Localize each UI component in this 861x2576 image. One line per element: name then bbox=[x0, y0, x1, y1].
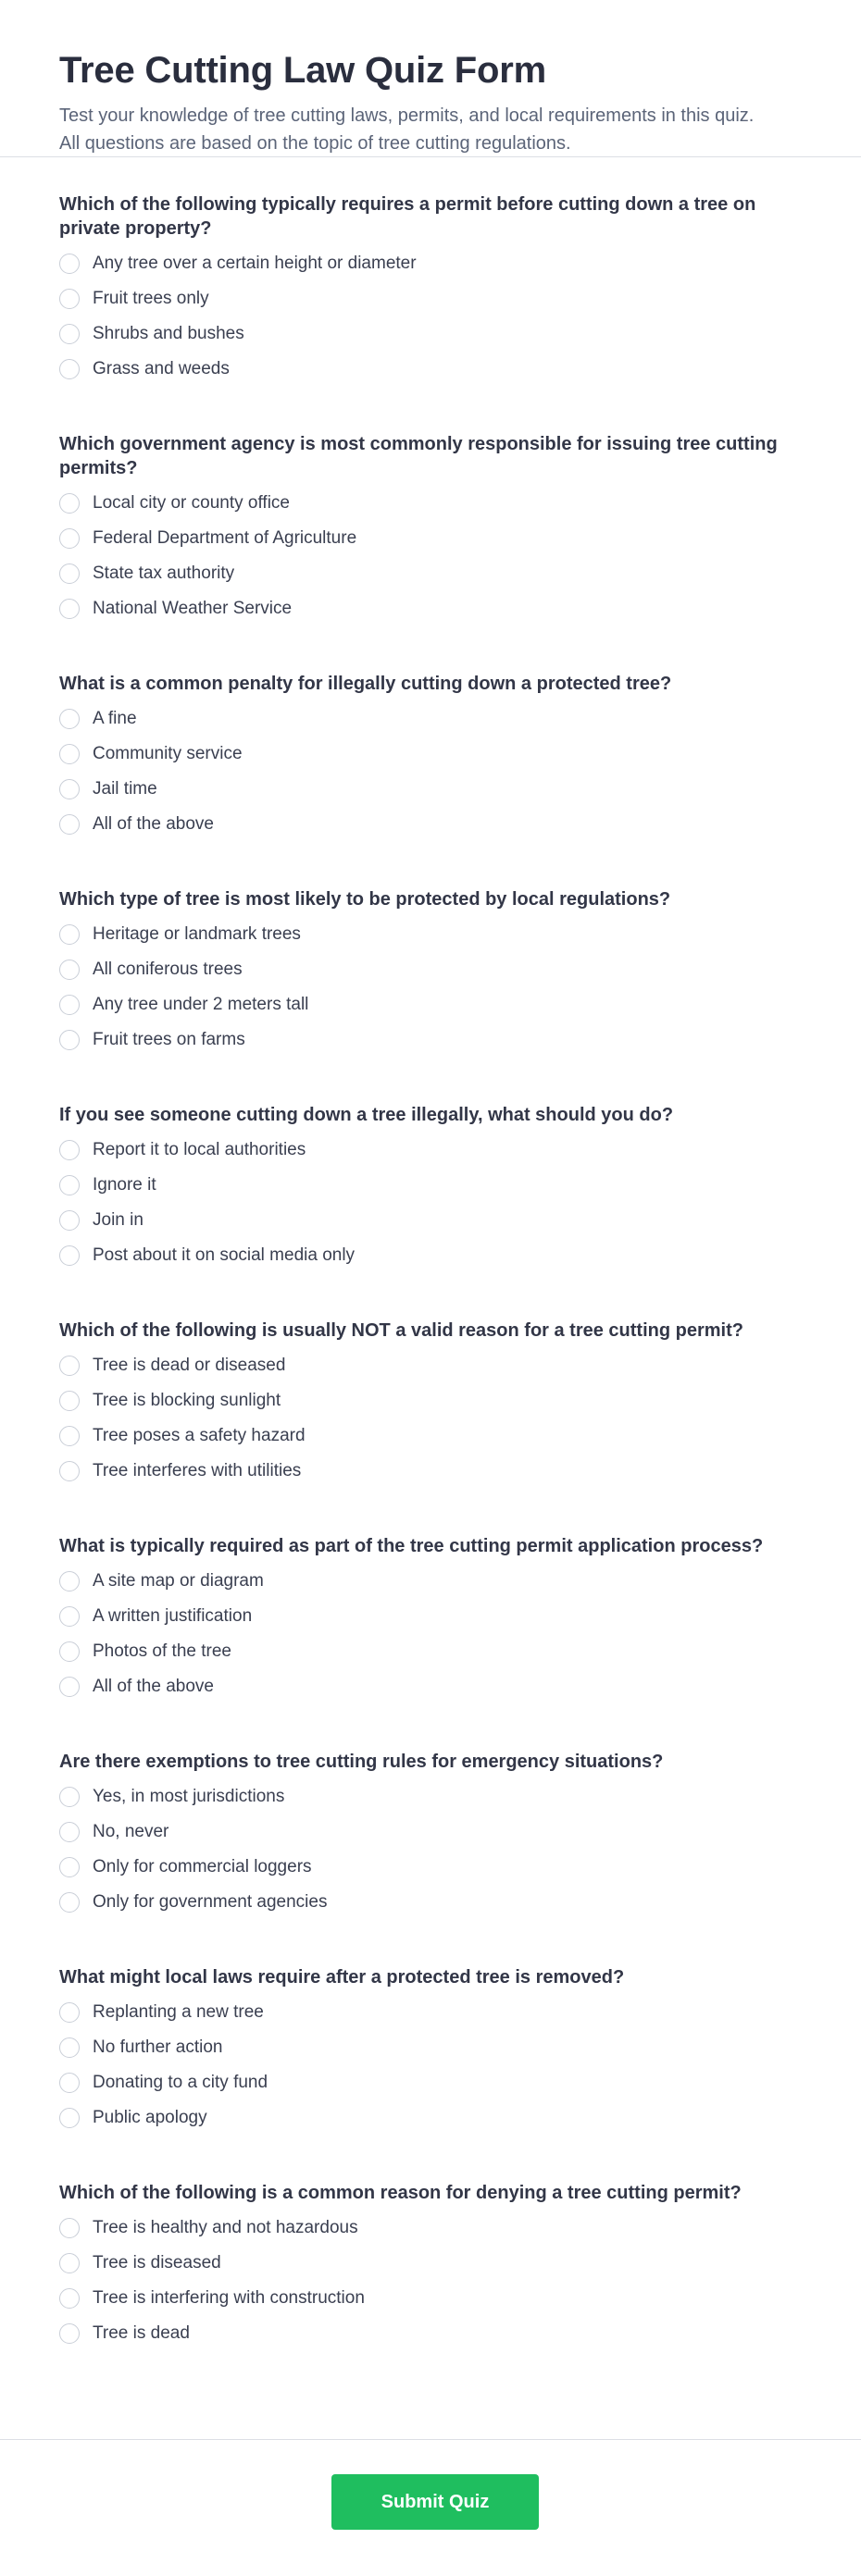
option-label: Heritage or landmark trees bbox=[93, 924, 301, 944]
option-label: A fine bbox=[93, 709, 137, 728]
radio-button[interactable] bbox=[59, 709, 80, 729]
question-7 bbox=[59, 1534, 802, 1704]
answer-option[interactable] bbox=[59, 352, 802, 387]
answer-option[interactable] bbox=[59, 1203, 802, 1238]
option-label: Fruit trees only bbox=[93, 289, 209, 308]
question-2 bbox=[59, 432, 802, 626]
option-label: Tree is diseased bbox=[93, 2253, 221, 2273]
option-label: Tree is dead or diseased bbox=[93, 1356, 286, 1375]
question-text: What is a common penalty for illegally cutting down a protected tree? bbox=[59, 674, 672, 694]
radio-button[interactable] bbox=[59, 1175, 80, 1195]
answer-option[interactable] bbox=[59, 701, 802, 737]
form-description: Test your knowledge of tree cutting laws, permits, and local requirements in this quiz. All questions are based on the topic of tree cutting regulations. bbox=[59, 105, 755, 154]
question-4 bbox=[59, 887, 802, 1058]
radio-button[interactable] bbox=[59, 960, 80, 980]
question-8 bbox=[59, 1750, 802, 1920]
option-label: Public apology bbox=[93, 2108, 207, 2127]
answer-option[interactable] bbox=[59, 1418, 802, 1454]
radio-button[interactable] bbox=[59, 744, 80, 764]
option-label: Replanting a new tree bbox=[93, 2002, 264, 2022]
option-label: Only for government agencies bbox=[93, 1892, 328, 1912]
answer-option[interactable] bbox=[59, 1814, 802, 1850]
radio-button[interactable] bbox=[59, 324, 80, 344]
option-label: Tree is dead bbox=[93, 2323, 190, 2343]
option-label: Only for commercial loggers bbox=[93, 1857, 312, 1876]
radio-button[interactable] bbox=[59, 359, 80, 379]
option-label: Join in bbox=[93, 1210, 144, 1230]
option-label: Report it to local authorities bbox=[93, 1140, 306, 1159]
option-label: Community service bbox=[93, 744, 243, 763]
question-text: Which of the following typically requires a permit before cutting down a tree on private property? bbox=[59, 194, 756, 239]
option-label: Grass and weeds bbox=[93, 359, 230, 378]
submit-quiz-button[interactable]: Submit Quiz bbox=[331, 2474, 539, 2530]
radio-button[interactable] bbox=[59, 924, 80, 945]
option-label: All of the above bbox=[93, 1677, 214, 1696]
question-9 bbox=[59, 1965, 802, 2136]
radio-button[interactable] bbox=[59, 1140, 80, 1160]
radio-button[interactable] bbox=[59, 1677, 80, 1697]
question-1 bbox=[59, 192, 802, 387]
question-text: Which of the following is usually NOT a valid reason for a tree cutting permit? bbox=[59, 1320, 743, 1341]
radio-button[interactable] bbox=[59, 1426, 80, 1446]
answer-option[interactable] bbox=[59, 2030, 802, 2065]
question-3 bbox=[59, 672, 802, 842]
option-label: Any tree over a certain height or diameter bbox=[93, 254, 417, 273]
option-label: National Weather Service bbox=[93, 599, 293, 618]
answer-option[interactable] bbox=[59, 1850, 802, 1885]
answer-option[interactable] bbox=[59, 1564, 802, 1599]
question-10 bbox=[59, 2181, 802, 2351]
option-label: Fruit trees on farms bbox=[93, 1030, 245, 1049]
radio-button[interactable] bbox=[59, 1606, 80, 1627]
answer-option[interactable] bbox=[59, 737, 802, 772]
option-label: All of the above bbox=[93, 814, 214, 834]
option-label: Photos of the tree bbox=[93, 1641, 231, 1661]
radio-button[interactable] bbox=[59, 2253, 80, 2273]
question-list bbox=[0, 192, 861, 2351]
radio-button[interactable] bbox=[59, 1571, 80, 1591]
option-label: Tree is healthy and not hazardous bbox=[93, 2218, 358, 2237]
radio-button[interactable] bbox=[59, 1245, 80, 1266]
answer-option[interactable] bbox=[59, 1599, 802, 1634]
question-text: Are there exemptions to tree cutting rules for emergency situations? bbox=[59, 1752, 664, 1772]
radio-button[interactable] bbox=[59, 564, 80, 584]
question-text: What might local laws require after a protected tree is removed? bbox=[59, 1967, 625, 1988]
answer-option[interactable] bbox=[59, 1383, 802, 1418]
radio-button[interactable] bbox=[59, 995, 80, 1015]
answer-option[interactable] bbox=[59, 952, 802, 987]
radio-button[interactable] bbox=[59, 1461, 80, 1481]
option-label: Ignore it bbox=[93, 1175, 156, 1195]
radio-button[interactable] bbox=[59, 1822, 80, 1842]
answer-option[interactable] bbox=[59, 772, 802, 807]
option-label: No further action bbox=[93, 2037, 223, 2057]
radio-button[interactable] bbox=[59, 254, 80, 274]
radio-button[interactable] bbox=[59, 2073, 80, 2093]
radio-button[interactable] bbox=[59, 1391, 80, 1411]
answer-option[interactable] bbox=[59, 1779, 802, 1814]
option-label: Yes, in most jurisdictions bbox=[93, 1787, 285, 1806]
answer-option[interactable] bbox=[59, 2065, 802, 2100]
question-text: What is typically required as part of the tree cutting permit application process? bbox=[59, 1536, 764, 1556]
answer-option[interactable] bbox=[59, 2100, 802, 2136]
question-text: Which government agency is most commonly responsible for issuing tree cutting permits? bbox=[59, 434, 778, 478]
answer-option[interactable] bbox=[59, 316, 802, 352]
question-text: Which of the following is a common reason for denying a tree cutting permit? bbox=[59, 2183, 742, 2203]
radio-button[interactable] bbox=[59, 1857, 80, 1877]
option-label: Federal Department of Agriculture bbox=[93, 528, 357, 548]
question-6 bbox=[59, 1319, 802, 1489]
answer-option[interactable] bbox=[59, 1634, 802, 1669]
answer-option[interactable] bbox=[59, 917, 802, 952]
form-footer bbox=[0, 2439, 861, 2576]
answer-option[interactable] bbox=[59, 2211, 802, 2246]
radio-button[interactable] bbox=[59, 528, 80, 549]
answer-option[interactable] bbox=[59, 2246, 802, 2281]
radio-button[interactable] bbox=[59, 2037, 80, 2058]
radio-button[interactable] bbox=[59, 1030, 80, 1050]
form-header bbox=[0, 0, 861, 157]
option-label: A written justification bbox=[93, 1606, 253, 1626]
answer-option[interactable] bbox=[59, 1669, 802, 1704]
answer-option[interactable] bbox=[59, 1168, 802, 1203]
page-title: Tree Cutting Law Quiz Form bbox=[59, 50, 546, 91]
radio-button[interactable] bbox=[59, 493, 80, 514]
radio-button[interactable] bbox=[59, 2288, 80, 2309]
option-label: All coniferous trees bbox=[93, 960, 243, 979]
option-label: Shrubs and bushes bbox=[93, 324, 244, 343]
radio-button[interactable] bbox=[59, 599, 80, 619]
option-label: Donating to a city fund bbox=[93, 2073, 268, 2092]
radio-button[interactable] bbox=[59, 1641, 80, 1662]
radio-button[interactable] bbox=[59, 289, 80, 309]
option-label: Tree poses a safety hazard bbox=[93, 1426, 306, 1445]
answer-option[interactable] bbox=[59, 1348, 802, 1383]
option-label: A site map or diagram bbox=[93, 1571, 264, 1591]
answer-option[interactable] bbox=[59, 1885, 802, 1920]
answer-option[interactable] bbox=[59, 1022, 802, 1058]
option-label: Tree is interfering with construction bbox=[93, 2288, 365, 2308]
option-label: Tree is blocking sunlight bbox=[93, 1391, 281, 1410]
answer-option[interactable] bbox=[59, 1454, 802, 1489]
answer-option[interactable] bbox=[59, 2281, 802, 2316]
option-label: Jail time bbox=[93, 779, 157, 799]
radio-button[interactable] bbox=[59, 1892, 80, 1913]
radio-button[interactable] bbox=[59, 2218, 80, 2238]
radio-button[interactable] bbox=[59, 2002, 80, 2023]
answer-option[interactable] bbox=[59, 987, 802, 1022]
radio-button[interactable] bbox=[59, 1787, 80, 1807]
answer-option[interactable] bbox=[59, 1238, 802, 1273]
answer-option[interactable] bbox=[59, 556, 802, 591]
answer-option[interactable] bbox=[59, 1995, 802, 2030]
option-label: Tree interferes with utilities bbox=[93, 1461, 302, 1480]
option-label: Local city or county office bbox=[93, 493, 290, 513]
answer-option[interactable] bbox=[59, 486, 802, 521]
radio-button[interactable] bbox=[59, 779, 80, 799]
option-label: Post about it on social media only bbox=[93, 1245, 356, 1265]
option-label: State tax authority bbox=[93, 564, 235, 583]
option-label: Any tree under 2 meters tall bbox=[93, 995, 309, 1014]
answer-option[interactable] bbox=[59, 591, 802, 626]
answer-option[interactable] bbox=[59, 521, 802, 556]
question-5 bbox=[59, 1103, 802, 1273]
question-text: Which type of tree is most likely to be protected by local regulations? bbox=[59, 889, 671, 910]
radio-button[interactable] bbox=[59, 1356, 80, 1376]
radio-button[interactable] bbox=[59, 2108, 80, 2128]
answer-option[interactable] bbox=[59, 281, 802, 316]
radio-button[interactable] bbox=[59, 814, 80, 835]
option-label: No, never bbox=[93, 1822, 169, 1841]
answer-option[interactable] bbox=[59, 246, 802, 281]
answer-option[interactable] bbox=[59, 2316, 802, 2351]
answer-option[interactable] bbox=[59, 1133, 802, 1168]
radio-button[interactable] bbox=[59, 1210, 80, 1231]
answer-option[interactable] bbox=[59, 807, 802, 842]
question-text: If you see someone cutting down a tree illegally, what should you do? bbox=[59, 1105, 674, 1125]
radio-button[interactable] bbox=[59, 2323, 80, 2344]
